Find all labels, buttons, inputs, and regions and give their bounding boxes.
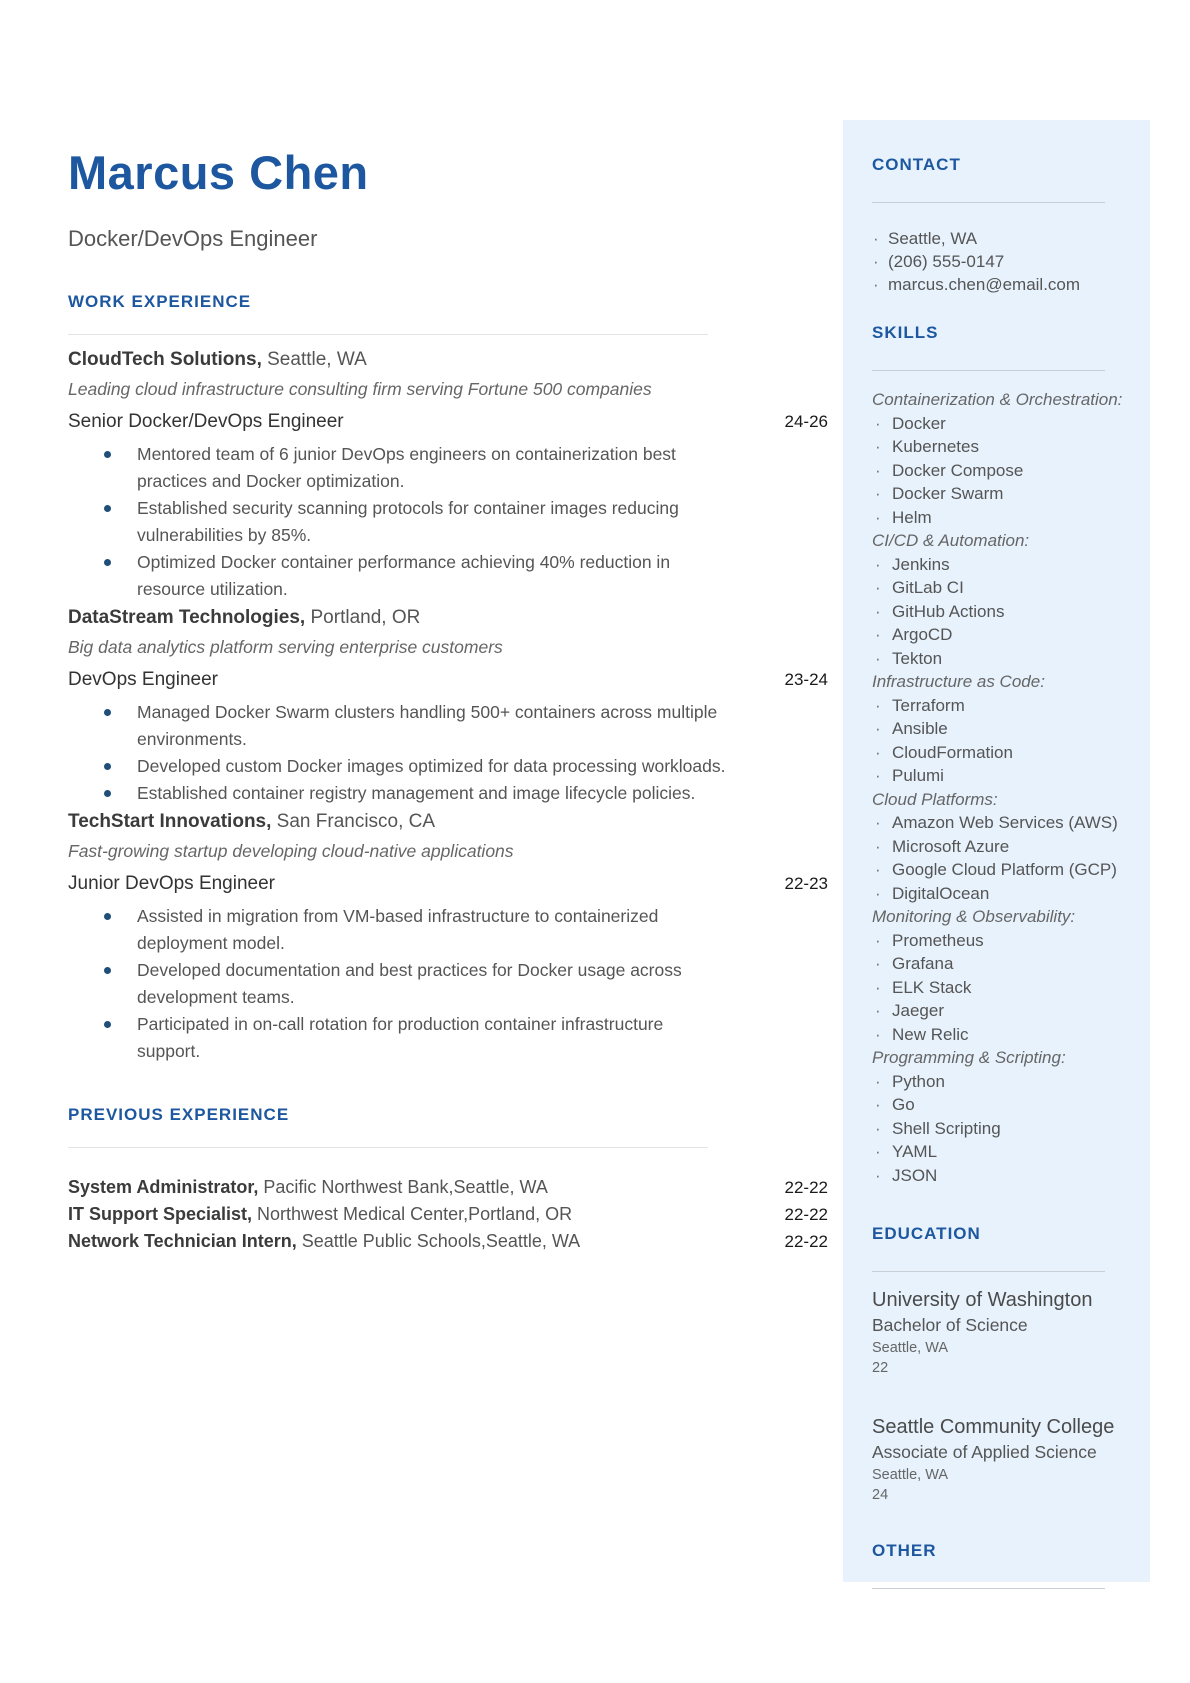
previous-org: Seattle Public Schools,Seattle, WA (296, 1231, 581, 1251)
role-row (68, 668, 828, 692)
skill-item: · Jaeger (872, 999, 1125, 1023)
previous-entry-text (68, 1201, 572, 1227)
sidebar-divider (872, 1588, 1105, 1589)
skill-item: · Terraform (872, 694, 1125, 718)
skills-list (872, 388, 1125, 1187)
skill-item: · Ansible (872, 717, 1125, 741)
sidebar (843, 120, 1150, 1589)
role-row (68, 410, 828, 434)
job-role: Junior DevOps Engineer (68, 873, 275, 894)
skill-items (872, 694, 1125, 788)
education-heading: EDUCATION (872, 1224, 981, 1243)
skill-items (872, 811, 1125, 905)
job-entry (68, 347, 828, 603)
skill-items (872, 553, 1125, 671)
skill-item: · Amazon Web Services (AWS) (872, 811, 1125, 835)
skill-item: · ELK Stack (872, 976, 1125, 1000)
previous-role: IT Support Specialist, (68, 1204, 253, 1224)
school-location: Seattle, WA (872, 1340, 949, 1356)
skill-item: · DigitalOcean (872, 882, 1125, 906)
contact-list (872, 227, 1125, 296)
company-line (68, 605, 828, 630)
skill-category: Programming & Scripting: (872, 1048, 1066, 1067)
company-location: San Francisco, CA (271, 811, 436, 832)
skill-category: Infrastructure as Code: (872, 672, 1045, 691)
job-summary: Big data analytics platform serving enterprise customers (68, 637, 503, 657)
company-location: Seattle, WA (261, 349, 367, 370)
skill-items (872, 412, 1125, 530)
bullet-item: Mentored team of 6 junior DevOps engineers on containerization best practices and Docker optimization. (68, 441, 728, 495)
section-heading-previous-experience: PREVIOUS EXPERIENCE (68, 1105, 290, 1124)
previous-entry (68, 1201, 828, 1228)
job-role: Senior Docker/DevOps Engineer (68, 411, 344, 432)
person-title: Docker/DevOps Engineer (68, 226, 318, 251)
skill-item: · Prometheus (872, 929, 1125, 953)
previous-role: System Administrator, (68, 1177, 259, 1197)
job-role: DevOps Engineer (68, 669, 218, 690)
sidebar-divider (872, 1271, 1105, 1272)
contact-heading: CONTACT (872, 155, 961, 174)
skill-group (872, 529, 1125, 670)
skill-item: · Shell Scripting (872, 1117, 1125, 1141)
skill-group (872, 905, 1125, 1046)
previous-entry (68, 1174, 828, 1201)
skill-item: · Jenkins (872, 553, 1125, 577)
job-entry (68, 605, 828, 807)
skill-category: Cloud Platforms: (872, 789, 998, 809)
skill-group (872, 388, 1125, 529)
bullet-item: Established security scanning protocols for container images reducing vulnerabilities by 85%. (68, 495, 728, 549)
main-column (68, 146, 828, 1255)
school-location: Seattle, WA (872, 1467, 949, 1483)
other-heading: OTHER (872, 1541, 937, 1560)
bullet-item: Developed custom Docker images optimized for data processing workloads. (68, 753, 728, 780)
person-name: Marcus Chen (68, 146, 369, 199)
bullet-item: Optimized Docker container performance achieving 40% reduction in resource utilization. (68, 549, 728, 603)
school-name: University of Washington (872, 1289, 1093, 1311)
skill-group (872, 670, 1125, 788)
previous-org: Northwest Medical Center,Portland, OR (252, 1204, 573, 1224)
skill-item: · Grafana (872, 952, 1125, 976)
skill-item: · Tekton (872, 647, 1125, 671)
job-dates: 22-23 (784, 874, 828, 893)
skill-item: · GitLab CI (872, 576, 1125, 600)
skill-item: · New Relic (872, 1023, 1125, 1047)
graduation-year: 22 (872, 1360, 889, 1376)
skill-item: · Docker Compose (872, 459, 1125, 483)
previous-entry (68, 1228, 828, 1255)
role-row (68, 872, 828, 896)
bullet-item: Assisted in migration from VM-based infrastructure to containerized deployment model. (68, 903, 728, 957)
skill-item: · Docker (872, 412, 1125, 436)
previous-org: Pacific Northwest Bank,Seattle, WA (258, 1177, 548, 1197)
previous-entry-text (68, 1174, 548, 1200)
company-line (68, 809, 828, 834)
sidebar-divider (872, 202, 1105, 203)
skill-group (872, 1046, 1125, 1187)
skill-item: · ArgoCD (872, 623, 1125, 647)
company-location: Portland, OR (305, 607, 421, 628)
skill-item: · Google Cloud Platform (GCP) (872, 858, 1125, 882)
contact-item: · marcus.chen@email.com (872, 273, 1125, 296)
skill-category: Containerization & Orchestration: (872, 390, 1123, 409)
previous-dates: 22-22 (784, 1178, 828, 1197)
skill-item: · JSON (872, 1164, 1125, 1188)
previous-dates: 22-22 (784, 1232, 828, 1251)
section-divider (68, 1147, 708, 1148)
company-name: TechStart Innovations, (68, 811, 272, 832)
skill-item: · Python (872, 1070, 1125, 1094)
company-name: DataStream Technologies, (68, 607, 306, 628)
skill-item: · Pulumi (872, 764, 1125, 788)
graduation-year: 24 (872, 1487, 889, 1503)
sidebar-divider (872, 370, 1105, 371)
sidebar-content (843, 120, 1150, 1589)
job-summary: Leading cloud infrastructure consulting firm serving Fortune 500 companies (68, 379, 652, 399)
contact-item: · (206) 555-0147 (872, 250, 1125, 273)
skill-item: · GitHub Actions (872, 600, 1125, 624)
degree: Bachelor of Science (872, 1315, 1028, 1335)
skill-item: · Kubernetes (872, 435, 1125, 459)
skill-items (872, 1070, 1125, 1188)
school-name: Seattle Community College (872, 1416, 1115, 1438)
job-dates: 23-24 (784, 670, 828, 689)
previous-dates: 22-22 (784, 1205, 828, 1224)
company-line (68, 347, 828, 372)
contact-item: · Seattle, WA (872, 227, 1125, 250)
job-summary: Fast-growing startup developing cloud-native applications (68, 841, 514, 861)
previous-experience-list (68, 1174, 828, 1255)
skill-item: · Helm (872, 506, 1125, 530)
previous-entry-text (68, 1228, 580, 1254)
skill-items (872, 929, 1125, 1047)
company-name: CloudTech Solutions, (68, 349, 262, 370)
degree: Associate of Applied Science (872, 1442, 1097, 1462)
bullet-item: Developed documentation and best practices for Docker usage across development teams. (68, 957, 728, 1011)
skill-category: Monitoring & Observability: (872, 907, 1076, 926)
skill-item: · Docker Swarm (872, 482, 1125, 506)
skill-item: · YAML (872, 1140, 1125, 1164)
bullet-item: Established container registry management and image lifecycle policies. (68, 780, 728, 807)
bullet-list (68, 903, 728, 1065)
skills-heading: SKILLS (872, 323, 939, 342)
skill-item: · Go (872, 1093, 1125, 1117)
skill-group (872, 788, 1125, 906)
work-experience-list (68, 347, 828, 1065)
section-heading-work-experience: WORK EXPERIENCE (68, 292, 252, 311)
previous-role: Network Technician Intern, (68, 1231, 297, 1251)
education-list (872, 1288, 1125, 1504)
education-entry (872, 1415, 1125, 1504)
bullet-list (68, 441, 728, 603)
job-entry (68, 809, 828, 1065)
bullet-list (68, 699, 728, 807)
skill-item: · Microsoft Azure (872, 835, 1125, 859)
bullet-item: Participated in on-call rotation for production container infrastructure support. (68, 1011, 728, 1065)
bullet-item: Managed Docker Swarm clusters handling 500+ containers across multiple environments. (68, 699, 728, 753)
job-dates: 24-26 (784, 412, 828, 431)
skill-item: · CloudFormation (872, 741, 1125, 765)
section-divider (68, 334, 708, 335)
skill-category: CI/CD & Automation: (872, 531, 1030, 550)
education-entry (872, 1288, 1125, 1377)
